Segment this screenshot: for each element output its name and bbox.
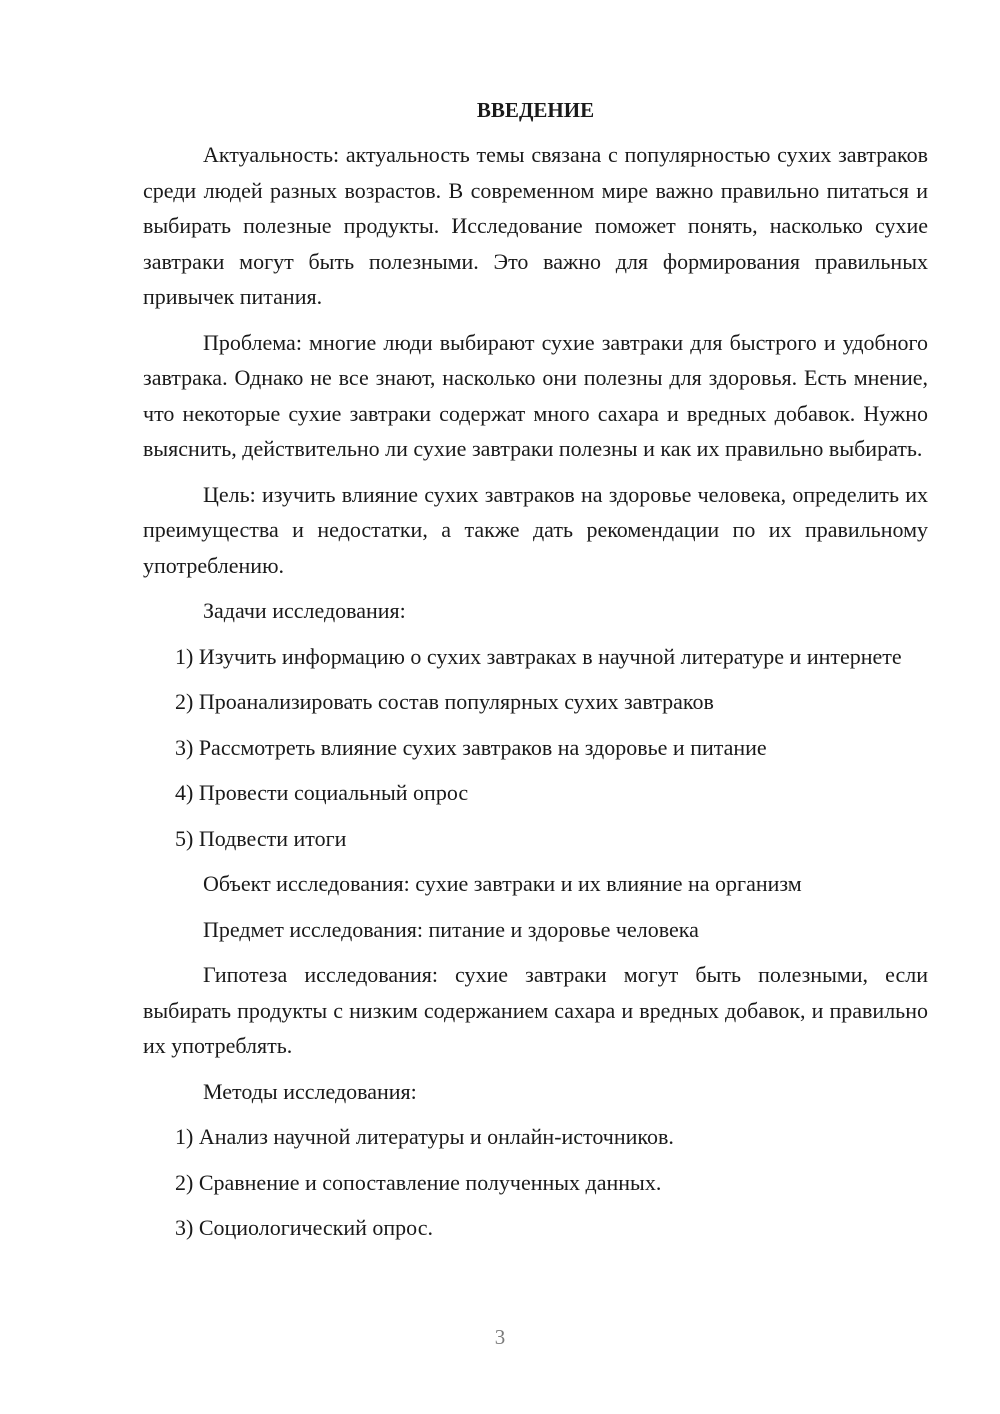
relevance-paragraph: Актуальность: актуальность темы связана с популярностью сухих завтраков среди людей разных возрастов. В современном мире важно правильно питаться и выбирать полезные продукты. Исследование поможет понять, насколько сухие завтраки могут быть полезными. Это важно для формирования правильных привычек питания. — [143, 142, 928, 309]
page-number: 3 — [494, 1325, 506, 1349]
task-item: 3) Рассмотреть влияние сухих завтраков на здоровье и питание — [175, 734, 767, 760]
object-line: Объект исследования: сухие завтраки и их влияние на организм — [203, 871, 802, 896]
task-item: 4) Провести социальный опрос — [175, 780, 469, 805]
page-title: ВВЕДЕНИЕ — [476, 98, 595, 122]
subject-line: Предмет исследования: питание и здоровье человека — [203, 916, 699, 942]
hypothesis-paragraph: Гипотеза исследования: сухие завтраки могут быть полезными, если выбирать продукты с низким содержанием сахара и вредных добавок, и правильно их употреблять. — [143, 962, 928, 1058]
goal-paragraph: Цель: изучить влияние сухих завтраков на здоровье человека, определить их преимущества и недостатки, а также дать рекомендации по их правильному употреблению. — [143, 481, 928, 578]
task-item: 2) Проанализировать состав популярных сухих завтраков — [175, 689, 714, 714]
methods-heading: Методы исследования: — [203, 1078, 417, 1104]
problem-paragraph: Проблема: многие люди выбирают сухие завтраки для быстрого и удобного завтрака. Однако не все знают, насколько они полезны для здоровья. Есть мнение, что некоторые сухие завтраки содержат много сахара и вредных добавок. Нужно выяснить, действительно ли сухие завтраки полезны и как их правильно выбирать. — [143, 329, 928, 461]
method-item: 1) Анализ научной литературы и онлайн-источников. — [175, 1124, 674, 1149]
document-page — [143, 95, 928, 1256]
method-item: 2) Сравнение и сопоставление полученных данных. — [175, 1169, 662, 1195]
task-item: 1) Изучить информацию о сухих завтраках в научной литературе и интернете — [175, 643, 902, 669]
tasks-heading: Задачи исследования: — [203, 598, 406, 623]
method-item: 3) Социологический опрос. — [175, 1215, 433, 1240]
task-item: 5) Подвести итоги — [175, 825, 347, 851]
